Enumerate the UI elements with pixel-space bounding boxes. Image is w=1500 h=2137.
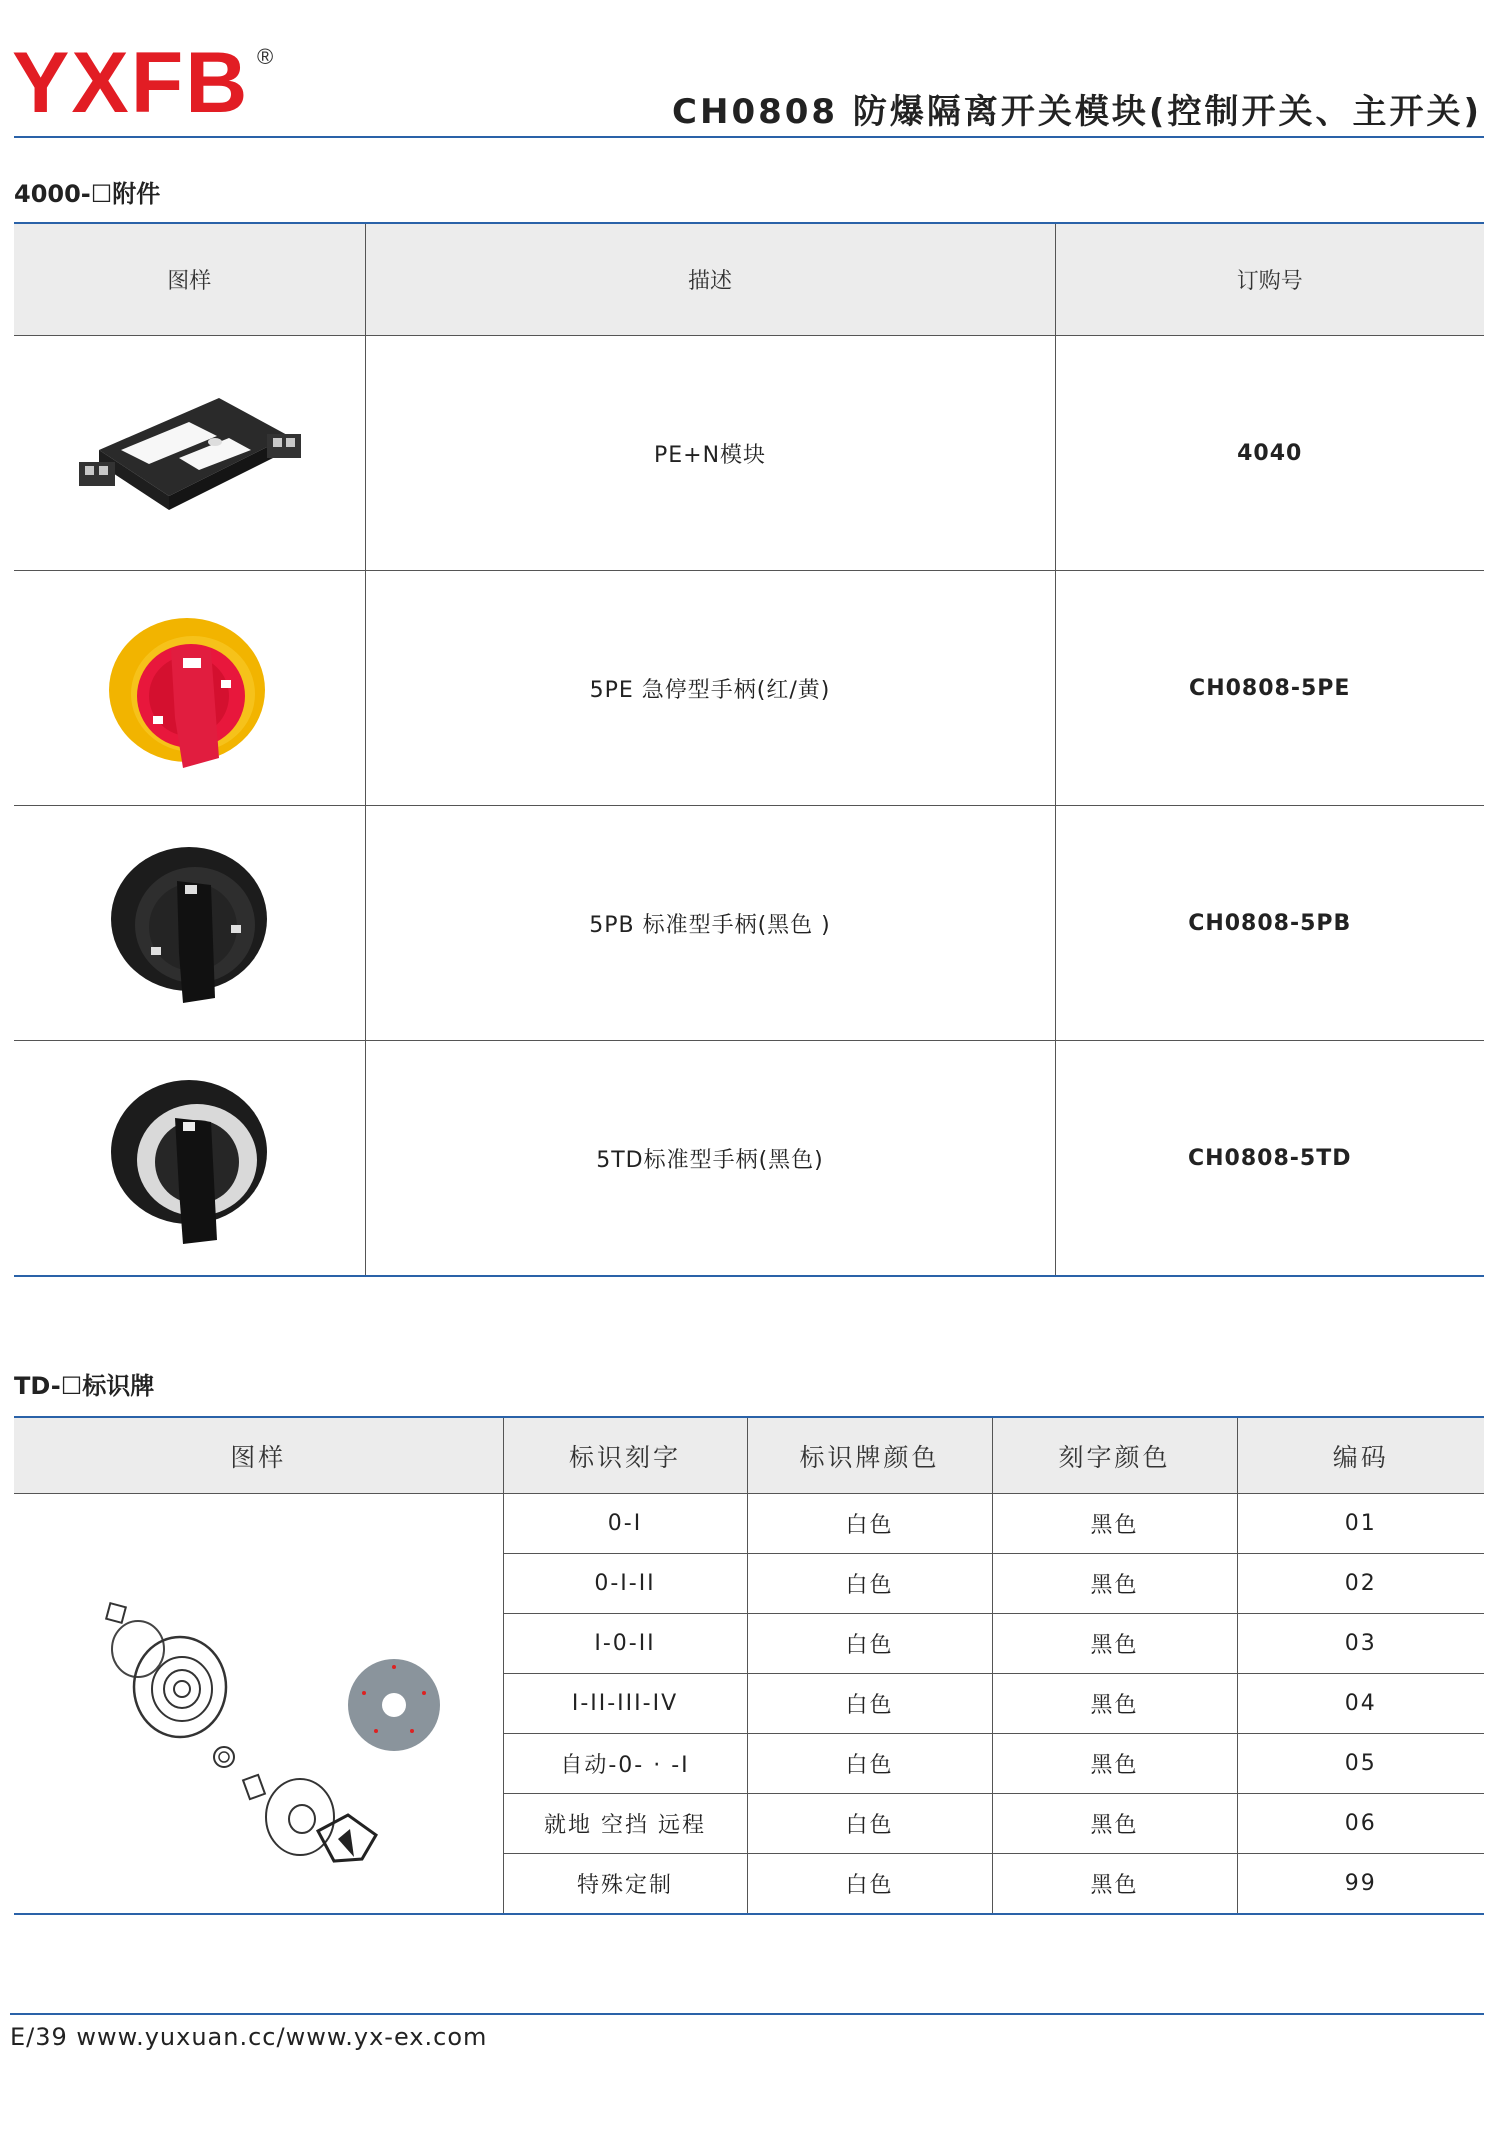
table-header-row (14, 1417, 1484, 1494)
accessory-order-no: CH0808-5PB (1055, 806, 1484, 1041)
label-plate-assembly-image (14, 1494, 503, 1915)
column-header-image: 图样 (14, 223, 365, 336)
label-text-color: 黑色 (992, 1494, 1237, 1554)
accessory-order-no: CH0808-5PE (1055, 571, 1484, 806)
registered-mark: ® (257, 44, 274, 69)
label-code: 06 (1237, 1794, 1484, 1854)
label-text-color: 黑色 (992, 1554, 1237, 1614)
table-row (14, 1494, 1484, 1554)
standard-handle-black-image (14, 806, 365, 1041)
accessory-description: 5PE 急停型手柄(红/黄) (365, 571, 1055, 806)
table-row (14, 336, 1484, 571)
column-header-description: 描述 (365, 223, 1055, 336)
pe-n-module-image (14, 336, 365, 571)
accessories-table (14, 222, 1484, 1277)
label-text-color: 黑色 (992, 1794, 1237, 1854)
accessory-description: PE+N模块 (365, 336, 1055, 571)
column-header-order-no: 订购号 (1055, 223, 1484, 336)
table-row (14, 806, 1484, 1041)
label-code: 03 (1237, 1614, 1484, 1674)
label-marking: 就地 空挡 远程 (503, 1794, 747, 1854)
label-code: 04 (1237, 1674, 1484, 1734)
label-text-color: 黑色 (992, 1734, 1237, 1794)
label-plate-color: 白色 (747, 1494, 992, 1554)
label-plate-color: 白色 (747, 1794, 992, 1854)
label-plate-color: 白色 (747, 1674, 992, 1734)
label-marking: 0-I (503, 1494, 747, 1554)
accessory-description: 5TD标准型手柄(黑色) (365, 1041, 1055, 1277)
column-header-code: 编码 (1237, 1417, 1484, 1494)
brand-logo: YXFB (12, 35, 250, 131)
label-marking: 0-I-II (503, 1554, 747, 1614)
label-text-color: 黑色 (992, 1674, 1237, 1734)
column-header-text-color: 刻字颜色 (992, 1417, 1237, 1494)
labels-section-title: TD-☐标识牌 (14, 1372, 155, 1400)
page-title: CH0808 防爆隔离开关模块(控制开关、主开关) (672, 92, 1482, 132)
table-row (14, 571, 1484, 806)
accessories-section-title: 4000-☐附件 (14, 180, 161, 208)
accessory-order-no: 4040 (1055, 336, 1484, 571)
label-plate-color: 白色 (747, 1614, 992, 1674)
label-text-color: 黑色 (992, 1854, 1237, 1915)
label-marking: 自动-0- · -I (503, 1734, 747, 1794)
label-code: 01 (1237, 1494, 1484, 1554)
accessory-order-no: CH0808-5TD (1055, 1041, 1484, 1277)
table-row (14, 1041, 1484, 1277)
label-text-color: 黑色 (992, 1614, 1237, 1674)
label-marking: I-II-III-IV (503, 1674, 747, 1734)
footer-page-and-url: E/39 www.yuxuan.cc/www.yx-ex.com (10, 2023, 488, 2051)
label-marking: I-0-II (503, 1614, 747, 1674)
table-header-row (14, 223, 1484, 336)
column-header-plate-color: 标识牌颜色 (747, 1417, 992, 1494)
label-plate-color: 白色 (747, 1554, 992, 1614)
label-marking: 特殊定制 (503, 1854, 747, 1915)
column-header-marking: 标识刻字 (503, 1417, 747, 1494)
label-plate-color: 白色 (747, 1854, 992, 1915)
label-code: 99 (1237, 1854, 1484, 1915)
label-plates-table (14, 1416, 1484, 1915)
column-header-image: 图样 (14, 1417, 503, 1494)
td-standard-handle-image (14, 1041, 365, 1277)
footer-divider (10, 2013, 1484, 2015)
label-code: 02 (1237, 1554, 1484, 1614)
emergency-stop-handle-image (14, 571, 365, 806)
label-code: 05 (1237, 1734, 1484, 1794)
header-divider (14, 136, 1484, 138)
label-plate-color: 白色 (747, 1734, 992, 1794)
accessory-description: 5PB 标准型手柄(黑色 ) (365, 806, 1055, 1041)
